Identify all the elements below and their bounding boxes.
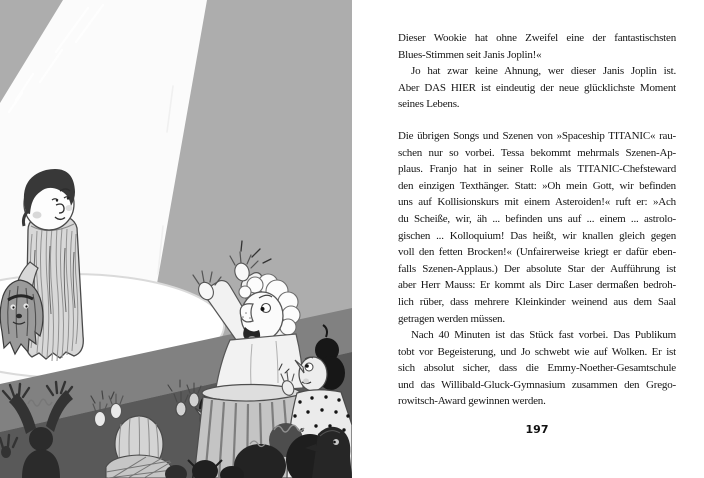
text-line: sich absolut sicher, dass die Emmy-Noether-Gesamtschule	[398, 362, 676, 375]
page-number: 197	[525, 423, 549, 436]
text-line: den einzigen Texthänger. Statt: »Oh mein Gott, wir befinden	[398, 179, 676, 192]
text-line: schen nur so vorbei. Tessa bekommt mehrmals Szenen-Ap-	[398, 146, 676, 159]
text-line: Jo hat zwar keine Ahnung, wer dieser Janis Joplin ist.	[411, 65, 676, 78]
text-line: rowitsch-Award gewinnen werden.	[398, 395, 546, 408]
text-line: falls Szenen-Applaus.) Der absolute Star der Aufführung ist	[398, 262, 676, 275]
text-line: voll den fetten Brocken!« (Unfairerweise kriegt er dafür eben-	[398, 246, 676, 259]
text-line: plaus. Franjo hat in seiner Rolle als TITANIC-Chefsteward	[398, 163, 676, 176]
text-line: seines Lebens.	[398, 98, 460, 111]
boy-head	[23, 169, 75, 230]
paragraph	[398, 327, 676, 410]
text-line: Blues-Stimmen seit Janis Joplin!«	[398, 48, 542, 61]
text-block	[398, 30, 676, 410]
text-line: lich rüber, dass mehrere Kleinkinder weinend aus dem Saal	[398, 295, 676, 308]
text-line: Nach 40 Minuten ist das Stück fast vorbei. Das Publikum	[411, 329, 676, 342]
text-line: gischen ... Kolloquium! Das heißt, wir knallen gleich gegen	[398, 229, 676, 242]
text-line: Aber DAS HIER ist eindeutig der neue glücklichste Moment	[398, 81, 676, 94]
paragraph	[398, 30, 676, 63]
paragraph	[398, 128, 676, 327]
text-line: Die übrigen Songs und Szenen von »Spaceship TITANIC« rau-	[398, 129, 676, 142]
text-line: Dieser Wookie hat ohne Zweifel eine der fantastischsten	[398, 32, 676, 44]
text-line: und das Willibald-Gluck-Gymnasium zusammen den Grego-	[398, 378, 676, 391]
text-line: tobt vor Begeisterung, und Jo schwebt wie auf Wolken. Er ist	[398, 345, 676, 358]
text-line: uns auf Kollisionskurs mit einem Asteroiden!« ruft er: »Ach	[398, 196, 676, 209]
text-line: aber Herr Mauss: Er kommt als Dirc Laser dermaßen bedroh-	[398, 279, 676, 292]
text-line: getragen werden müssen.	[398, 312, 505, 325]
paragraph	[398, 63, 676, 113]
text-line: du Scheiße, wir, äh ... befinden uns auf ... einem ... astrolo-	[398, 212, 676, 225]
